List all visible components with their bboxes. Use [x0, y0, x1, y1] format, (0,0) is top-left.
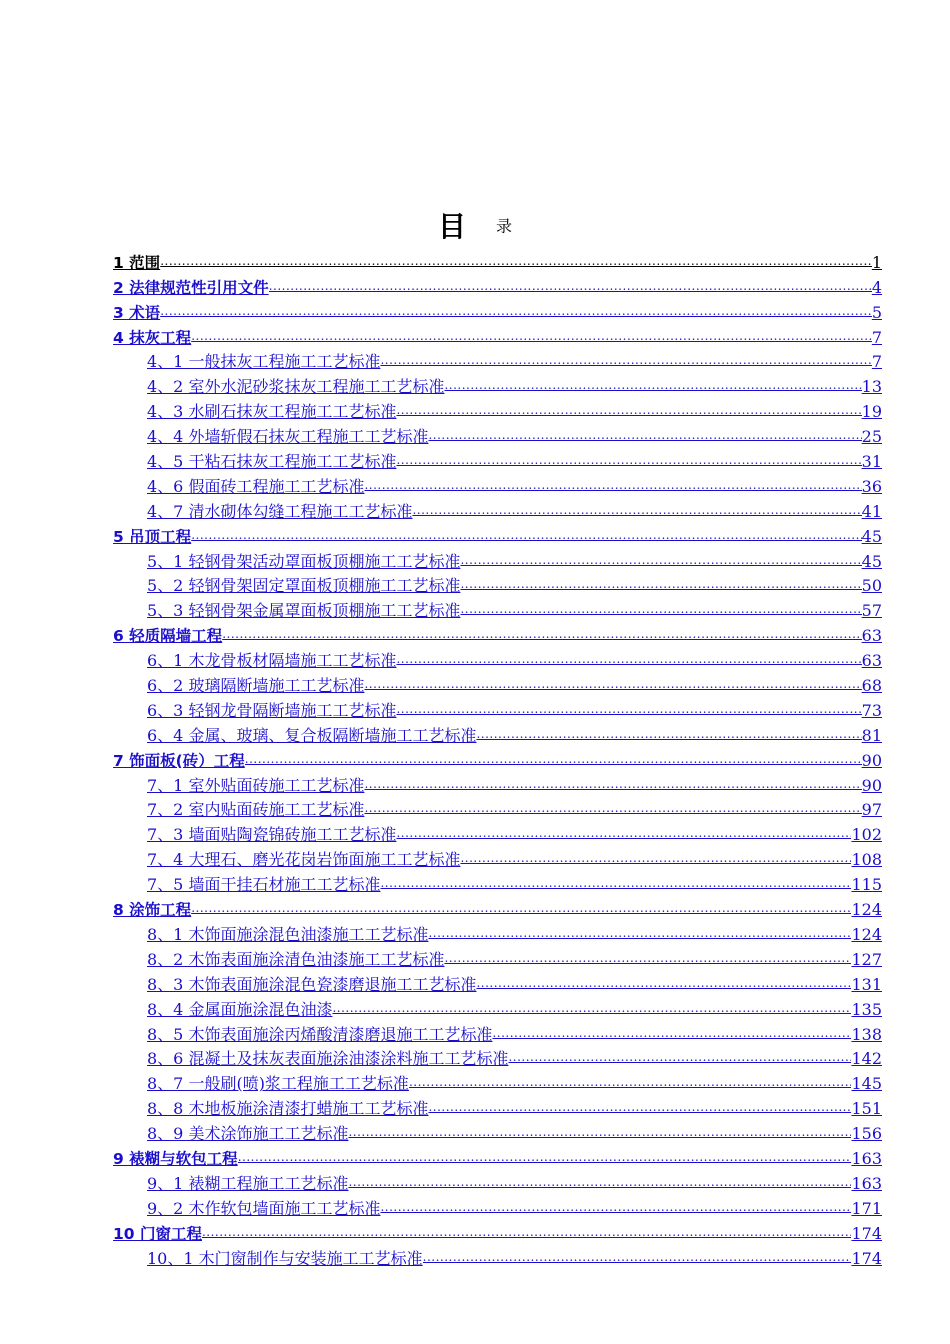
- toc-page-number: 57: [861, 601, 882, 621]
- toc-entry-label: 4、4 外墙斩假石抹灰工程施工工艺标准: [147, 427, 429, 447]
- toc-entry-label: 6、3 轻钢龙骨隔断墙施工工艺标准: [147, 700, 397, 720]
- toc-entry-label: 4、2 室外水泥砂浆抹灰工程施工工艺标准: [147, 377, 445, 397]
- toc-chapter-link[interactable]: [113, 746, 882, 771]
- toc-page-number: 31: [861, 452, 882, 472]
- toc-section-link[interactable]: [113, 596, 882, 621]
- toc-page-number: 25: [861, 427, 882, 447]
- toc-page-number: 45: [861, 551, 882, 571]
- toc-entry-label: 5、1 轻钢骨架活动罩面板顶棚施工工艺标准: [147, 551, 461, 571]
- toc-leader-dots: [428, 923, 851, 945]
- toc-leader-dots: [444, 948, 851, 970]
- toc-page-number: 163: [851, 1148, 882, 1168]
- toc-page-number: 174: [851, 1223, 882, 1243]
- toc-chapter-link[interactable]: [113, 273, 882, 298]
- toc-entry-label: 8、5 木饰表面施涂丙烯酸清漆磨退施工工艺标准: [147, 1024, 493, 1044]
- toc-page-number: 124: [851, 900, 882, 920]
- toc-leader-dots: [202, 1222, 851, 1244]
- toc-chapter-link[interactable]: [113, 895, 882, 920]
- toc-entry-label: 5 吊顶工程: [113, 527, 192, 546]
- toc-leader-dots: [396, 400, 861, 422]
- toc-leader-dots: [423, 1247, 852, 1269]
- toc-entry-label: 8、7 一般刷(喷)浆工程施工工艺标准: [147, 1074, 409, 1094]
- toc-entry-label: 6、1 木龙骨板材隔墙施工工艺标准: [147, 651, 397, 671]
- toc-page-number: 63: [861, 626, 882, 646]
- toc-section-link[interactable]: [113, 771, 882, 796]
- toc-page-number: 41: [861, 501, 882, 521]
- toc-section-link[interactable]: [113, 397, 882, 422]
- toc-page-number: 97: [861, 800, 882, 820]
- toc-leader-dots: [476, 973, 851, 995]
- toc-page-number: 142: [851, 1049, 882, 1069]
- toc-entry-label: 9、2 木作软包墙面施工工艺标准: [147, 1198, 381, 1218]
- toc-entry-label: 9、1 裱糊工程施工工艺标准: [147, 1173, 349, 1193]
- toc-page-number: 5: [871, 302, 882, 322]
- toc-entry-label: 2 法律规范性引用文件: [113, 278, 269, 297]
- toc-page-number: 171: [851, 1198, 882, 1218]
- toc-page-number: 90: [861, 750, 882, 770]
- toc-entry-label: 8、2 木饰表面施涂清色油漆施工工艺标准: [147, 949, 445, 969]
- toc-page-number: 156: [851, 1124, 882, 1144]
- toc-leader-dots: [460, 550, 861, 572]
- toc-section-link[interactable]: [113, 497, 882, 522]
- toc-entry-label: 4、3 水刷石抹灰工程施工工艺标准: [147, 402, 397, 422]
- toc-entry-label: 4、6 假面砖工程施工工艺标准: [147, 476, 365, 496]
- toc-entry-label: 8、3 木饰表面施涂混色瓷漆磨退施工工艺标准: [147, 974, 477, 994]
- toc-page-number: 73: [861, 700, 882, 720]
- toc-page-number: 4: [871, 277, 882, 297]
- toc-page-number: 50: [861, 576, 882, 596]
- toc-section-link[interactable]: [113, 422, 882, 447]
- toc-section-link[interactable]: [113, 1045, 882, 1070]
- toc-leader-dots: [396, 699, 861, 721]
- toc-leader-dots: [348, 1122, 851, 1144]
- toc-section-link[interactable]: [113, 447, 882, 472]
- toc-leader-dots: [396, 649, 861, 671]
- toc-entry-label: 10 门窗工程: [113, 1224, 202, 1243]
- toc-section-link[interactable]: [113, 372, 882, 397]
- toc-entry-label: 9 裱糊与软包工程: [113, 1149, 238, 1168]
- toc-chapter-link[interactable]: [113, 1144, 882, 1169]
- toc-section-link[interactable]: [113, 1020, 882, 1045]
- toc-title-main: 目: [437, 210, 466, 243]
- toc-leader-dots: [364, 674, 861, 696]
- toc-section-link[interactable]: [113, 1244, 882, 1269]
- toc-entry-label: 7 饰面板(砖）工程: [113, 751, 245, 770]
- toc-leader-dots: [460, 599, 861, 621]
- toc-entry-label: 6、2 玻璃隔断墙施工工艺标准: [147, 676, 365, 696]
- toc-entry-label: 5、3 轻钢骨架金属罩面板顶棚施工工艺标准: [147, 601, 461, 621]
- toc-leader-dots: [476, 724, 861, 746]
- toc-chapter-link[interactable]: [113, 522, 882, 547]
- toc-entry-label: 10、1 木门窗制作与安装施工工艺标准: [147, 1248, 423, 1268]
- toc-section-link[interactable]: [113, 820, 882, 845]
- toc-section-link[interactable]: [113, 796, 882, 821]
- toc-section-link[interactable]: [113, 547, 882, 572]
- toc-page-number: 108: [851, 850, 882, 870]
- toc-leader-dots: [380, 1197, 851, 1219]
- toc-entry-label: 7、4 大理石、磨光花岗岩饰面施工工艺标准: [147, 850, 461, 870]
- toc-leader-dots: [412, 500, 861, 522]
- toc-leader-dots: [191, 898, 851, 920]
- toc-page-number: 145: [851, 1074, 882, 1094]
- toc-leader-dots: [409, 1072, 852, 1094]
- toc-entry-label: 8、9 美术涂饰施工工艺标准: [147, 1124, 349, 1144]
- toc-chapter-link[interactable]: [113, 248, 882, 273]
- toc-entry-label: 3 术语: [113, 303, 161, 322]
- toc-section-link[interactable]: [113, 671, 882, 696]
- toc-section-link[interactable]: [113, 970, 882, 995]
- toc-leader-dots: [160, 251, 872, 273]
- toc-page-number: 45: [861, 526, 882, 546]
- toc-page-number: 63: [861, 651, 882, 671]
- toc-entry-label: 8、6 混凝土及抹灰表面施涂油漆涂料施工工艺标准: [147, 1049, 509, 1069]
- toc-section-link[interactable]: [113, 572, 882, 597]
- toc-section-link[interactable]: [113, 721, 882, 746]
- toc-leader-dots: [508, 1047, 851, 1069]
- toc-entry-label: 4 抹灰工程: [113, 328, 192, 347]
- toc-page-number: 124: [851, 924, 882, 944]
- toc-section-link[interactable]: [113, 1119, 882, 1144]
- toc-section-link[interactable]: [113, 945, 882, 970]
- toc-section-link[interactable]: [113, 1069, 882, 1094]
- toc-page-number: 138: [851, 1024, 882, 1044]
- toc-page-number: 163: [851, 1173, 882, 1193]
- toc-section-link[interactable]: [113, 920, 882, 945]
- toc-section-link[interactable]: [113, 696, 882, 721]
- toc-page-number: 7: [871, 327, 882, 347]
- toc-page-number: 90: [861, 775, 882, 795]
- toc-page-number: 135: [851, 999, 882, 1019]
- toc-section-link[interactable]: [113, 1169, 882, 1194]
- toc-page-number: 68: [861, 676, 882, 696]
- toc-section-link[interactable]: [113, 646, 882, 671]
- toc-section-link[interactable]: [113, 1094, 882, 1119]
- toc-leader-dots: [428, 425, 861, 447]
- toc-page-number: 13: [861, 377, 882, 397]
- toc-leader-dots: [444, 375, 861, 397]
- toc-leader-dots: [348, 1172, 851, 1194]
- toc-title: [0, 205, 950, 245]
- toc-page-number: 115: [851, 875, 882, 895]
- toc-title-sub: 录: [496, 216, 513, 236]
- toc-section-link[interactable]: [113, 995, 882, 1020]
- toc-entry-label: 8、8 木地板施涂清漆打蜡施工工艺标准: [147, 1099, 429, 1119]
- toc-chapter-link[interactable]: [113, 1219, 882, 1244]
- toc-leader-dots: [222, 624, 861, 646]
- toc-entry-label: 8、4 金属面施涂混色油漆: [147, 999, 333, 1019]
- toc-leader-dots: [238, 1147, 852, 1169]
- toc-leader-dots: [460, 574, 861, 596]
- toc-entry-label: 7、3 墙面贴陶瓷锦砖施工工艺标准: [147, 825, 397, 845]
- toc-leader-dots: [364, 774, 861, 796]
- toc-leader-dots: [396, 450, 861, 472]
- toc-page-number: 36: [861, 476, 882, 496]
- toc-entry-label: 7、1 室外贴面砖施工工艺标准: [147, 775, 365, 795]
- toc-page-number: 174: [851, 1248, 882, 1268]
- toc-leader-dots: [364, 798, 861, 820]
- toc-leader-dots: [364, 475, 861, 497]
- toc-entry-label: 4、7 清水砌体勾缝工程施工工艺标准: [147, 501, 413, 521]
- toc-leader-dots: [269, 276, 872, 298]
- toc-entry-label: 8 涂饰工程: [113, 901, 192, 920]
- toc-page-number: 131: [851, 974, 882, 994]
- toc-page-number: 1: [871, 252, 882, 272]
- table-of-contents: [113, 248, 882, 1269]
- toc-page-number: 151: [851, 1099, 882, 1119]
- toc-leader-dots: [460, 848, 851, 870]
- toc-leader-dots: [191, 525, 861, 547]
- toc-entry-label: 5、2 轻钢骨架固定罩面板顶棚施工工艺标准: [147, 576, 461, 596]
- toc-page-number: 127: [851, 949, 882, 969]
- toc-section-link[interactable]: [113, 845, 882, 870]
- toc-entry-label: 1 范围: [113, 253, 161, 272]
- toc-entry-label: 6 轻质隔墙工程: [113, 627, 223, 646]
- toc-page-number: 19: [861, 402, 882, 422]
- toc-page-number: 102: [851, 825, 882, 845]
- toc-entry-label: 8、1 木饰面施涂混色油漆施工工艺标准: [147, 924, 429, 944]
- toc-page-number: 7: [871, 352, 882, 372]
- toc-leader-dots: [380, 350, 871, 372]
- toc-page-number: 81: [861, 725, 882, 745]
- toc-leader-dots: [191, 326, 872, 348]
- toc-leader-dots: [332, 998, 851, 1020]
- toc-entry-label: 4、1 一般抹灰工程施工工艺标准: [147, 352, 381, 372]
- toc-chapter-link[interactable]: [113, 298, 882, 323]
- toc-entry-label: 4、5 干粘石抹灰工程施工工艺标准: [147, 452, 397, 472]
- toc-chapter-link[interactable]: [113, 621, 882, 646]
- toc-leader-dots: [380, 873, 851, 895]
- toc-section-link[interactable]: [113, 870, 882, 895]
- toc-section-link[interactable]: [113, 1194, 882, 1219]
- toc-leader-dots: [160, 301, 872, 323]
- toc-leader-dots: [428, 1097, 851, 1119]
- toc-chapter-link[interactable]: [113, 323, 882, 348]
- toc-leader-dots: [396, 823, 851, 845]
- toc-section-link[interactable]: [113, 348, 882, 373]
- toc-entry-label: 6、4 金属、玻璃、复合板隔断墙施工工艺标准: [147, 725, 477, 745]
- toc-entry-label: 7、2 室内贴面砖施工工艺标准: [147, 800, 365, 820]
- toc-leader-dots: [492, 1023, 851, 1045]
- toc-entry-label: 7、5 墙面干挂石材施工工艺标准: [147, 875, 381, 895]
- toc-leader-dots: [245, 749, 862, 771]
- toc-section-link[interactable]: [113, 472, 882, 497]
